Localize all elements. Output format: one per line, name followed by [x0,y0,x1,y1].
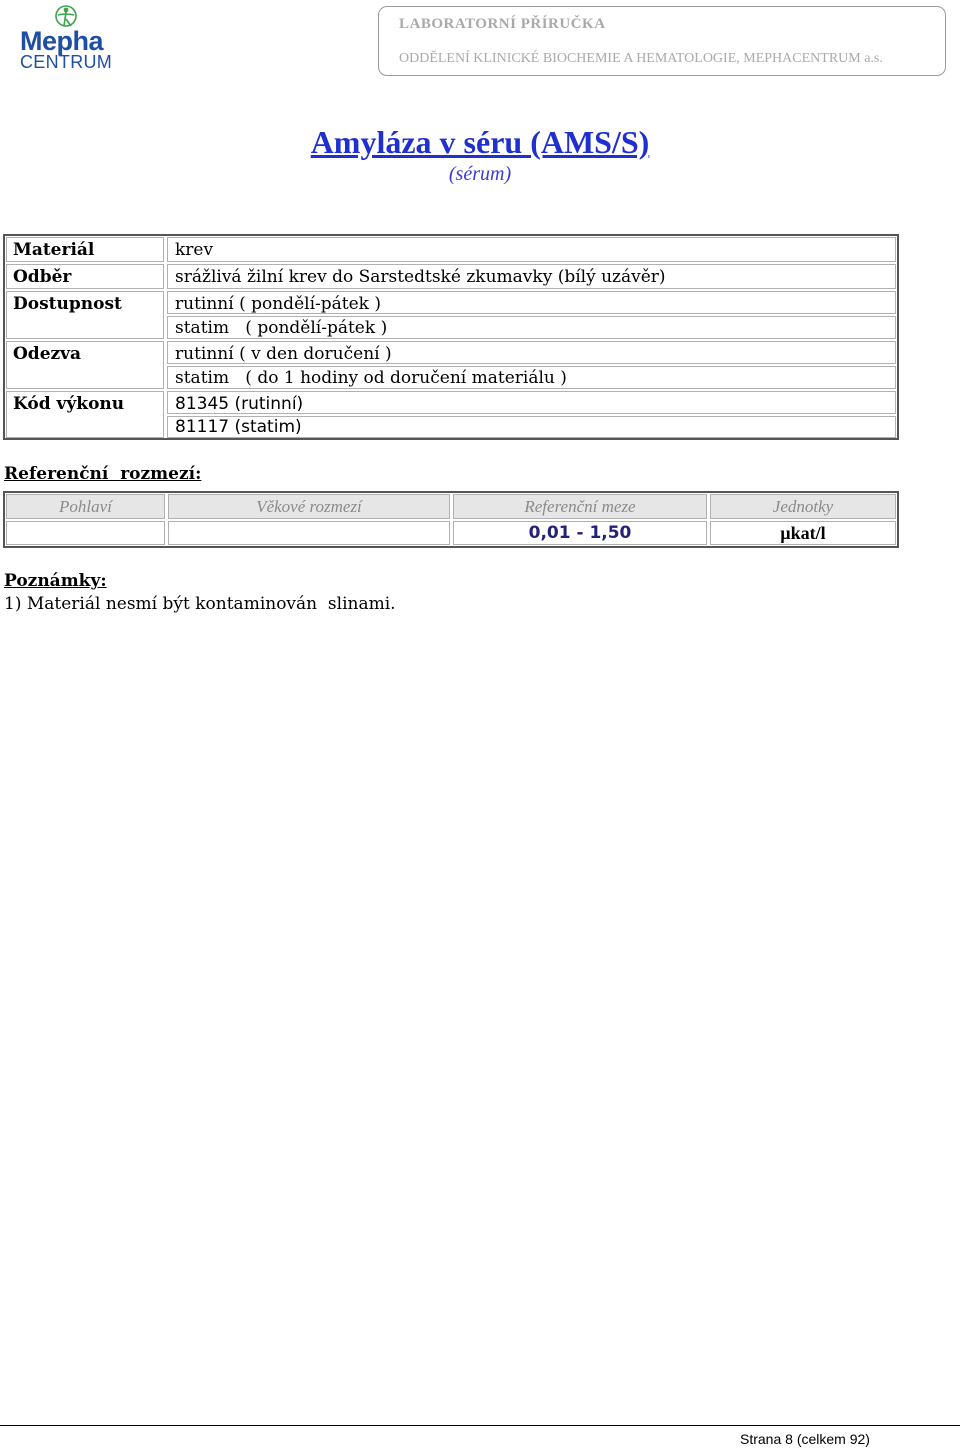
material-value: krev [175,240,214,260]
footer-divider [0,1425,960,1426]
kod-statim: 81117 (statim) [175,417,302,437]
dostupnost-label: Dostupnost [13,294,122,314]
material-label: Materiál [13,240,95,260]
cell-sex [6,521,165,545]
page-title [0,124,960,161]
odber-value: srážlivá žilní krev do Sarstedtské zkumavky (bílý uzávěr) [175,267,666,287]
odezva-label: Odezva [13,344,82,364]
logo-centrum-text: CENTRUM [20,52,113,72]
kod-label: Kód výkonu [13,394,125,414]
mephacentrum-logo [14,4,114,72]
cell-age [168,521,450,545]
reference-table [3,491,899,548]
column-header-range: Referenční meze [453,494,707,519]
notes-heading: Poznámky: [4,571,107,591]
cell-unit: µkat/l [710,521,896,545]
page-number: Strana 8 (celkem 92) [740,1431,870,1447]
odezva-rutinni: rutinní ( v den doručení ) [175,344,392,364]
dostupnost-rutinni: rutinní ( pondělí-pátek ) [175,294,381,314]
value-cell [167,237,896,262]
logo-mepha-text: Mepha [20,26,104,56]
header-title: LABORATORNÍ PŘÍRUČKA [399,16,606,32]
info-table [3,234,899,440]
cell-reference-range: 0,01 - 1,50 [453,521,707,545]
header-subtitle: ODDĚLENÍ KLINICKÉ BIOCHEMIE A HEMATOLOGIE, MEPHACENTRUM a.s. [399,51,883,66]
page-title-text: Amyláza v séru (AMS/S) [310,124,650,160]
column-header-sex: Pohlaví [6,494,165,519]
dostupnost-statim: statim ( pondělí-pátek ) [175,318,388,338]
odezva-statim: statim ( do 1 hodiny od doručení materiálu ) [175,368,567,388]
reference-heading: Referenční rozmezí: [4,464,202,484]
page-subtitle: (sérum) [448,163,512,185]
column-header-unit: Jednotky [710,494,896,519]
kod-rutinni: 81345 (rutinní) [175,394,304,414]
document-header [378,6,946,76]
column-header-age: Věkové rozmezí [168,494,450,519]
note-item: 1) Materiál nesmí být kontaminován slinami. [4,594,396,614]
odber-label: Odběr [13,267,72,287]
